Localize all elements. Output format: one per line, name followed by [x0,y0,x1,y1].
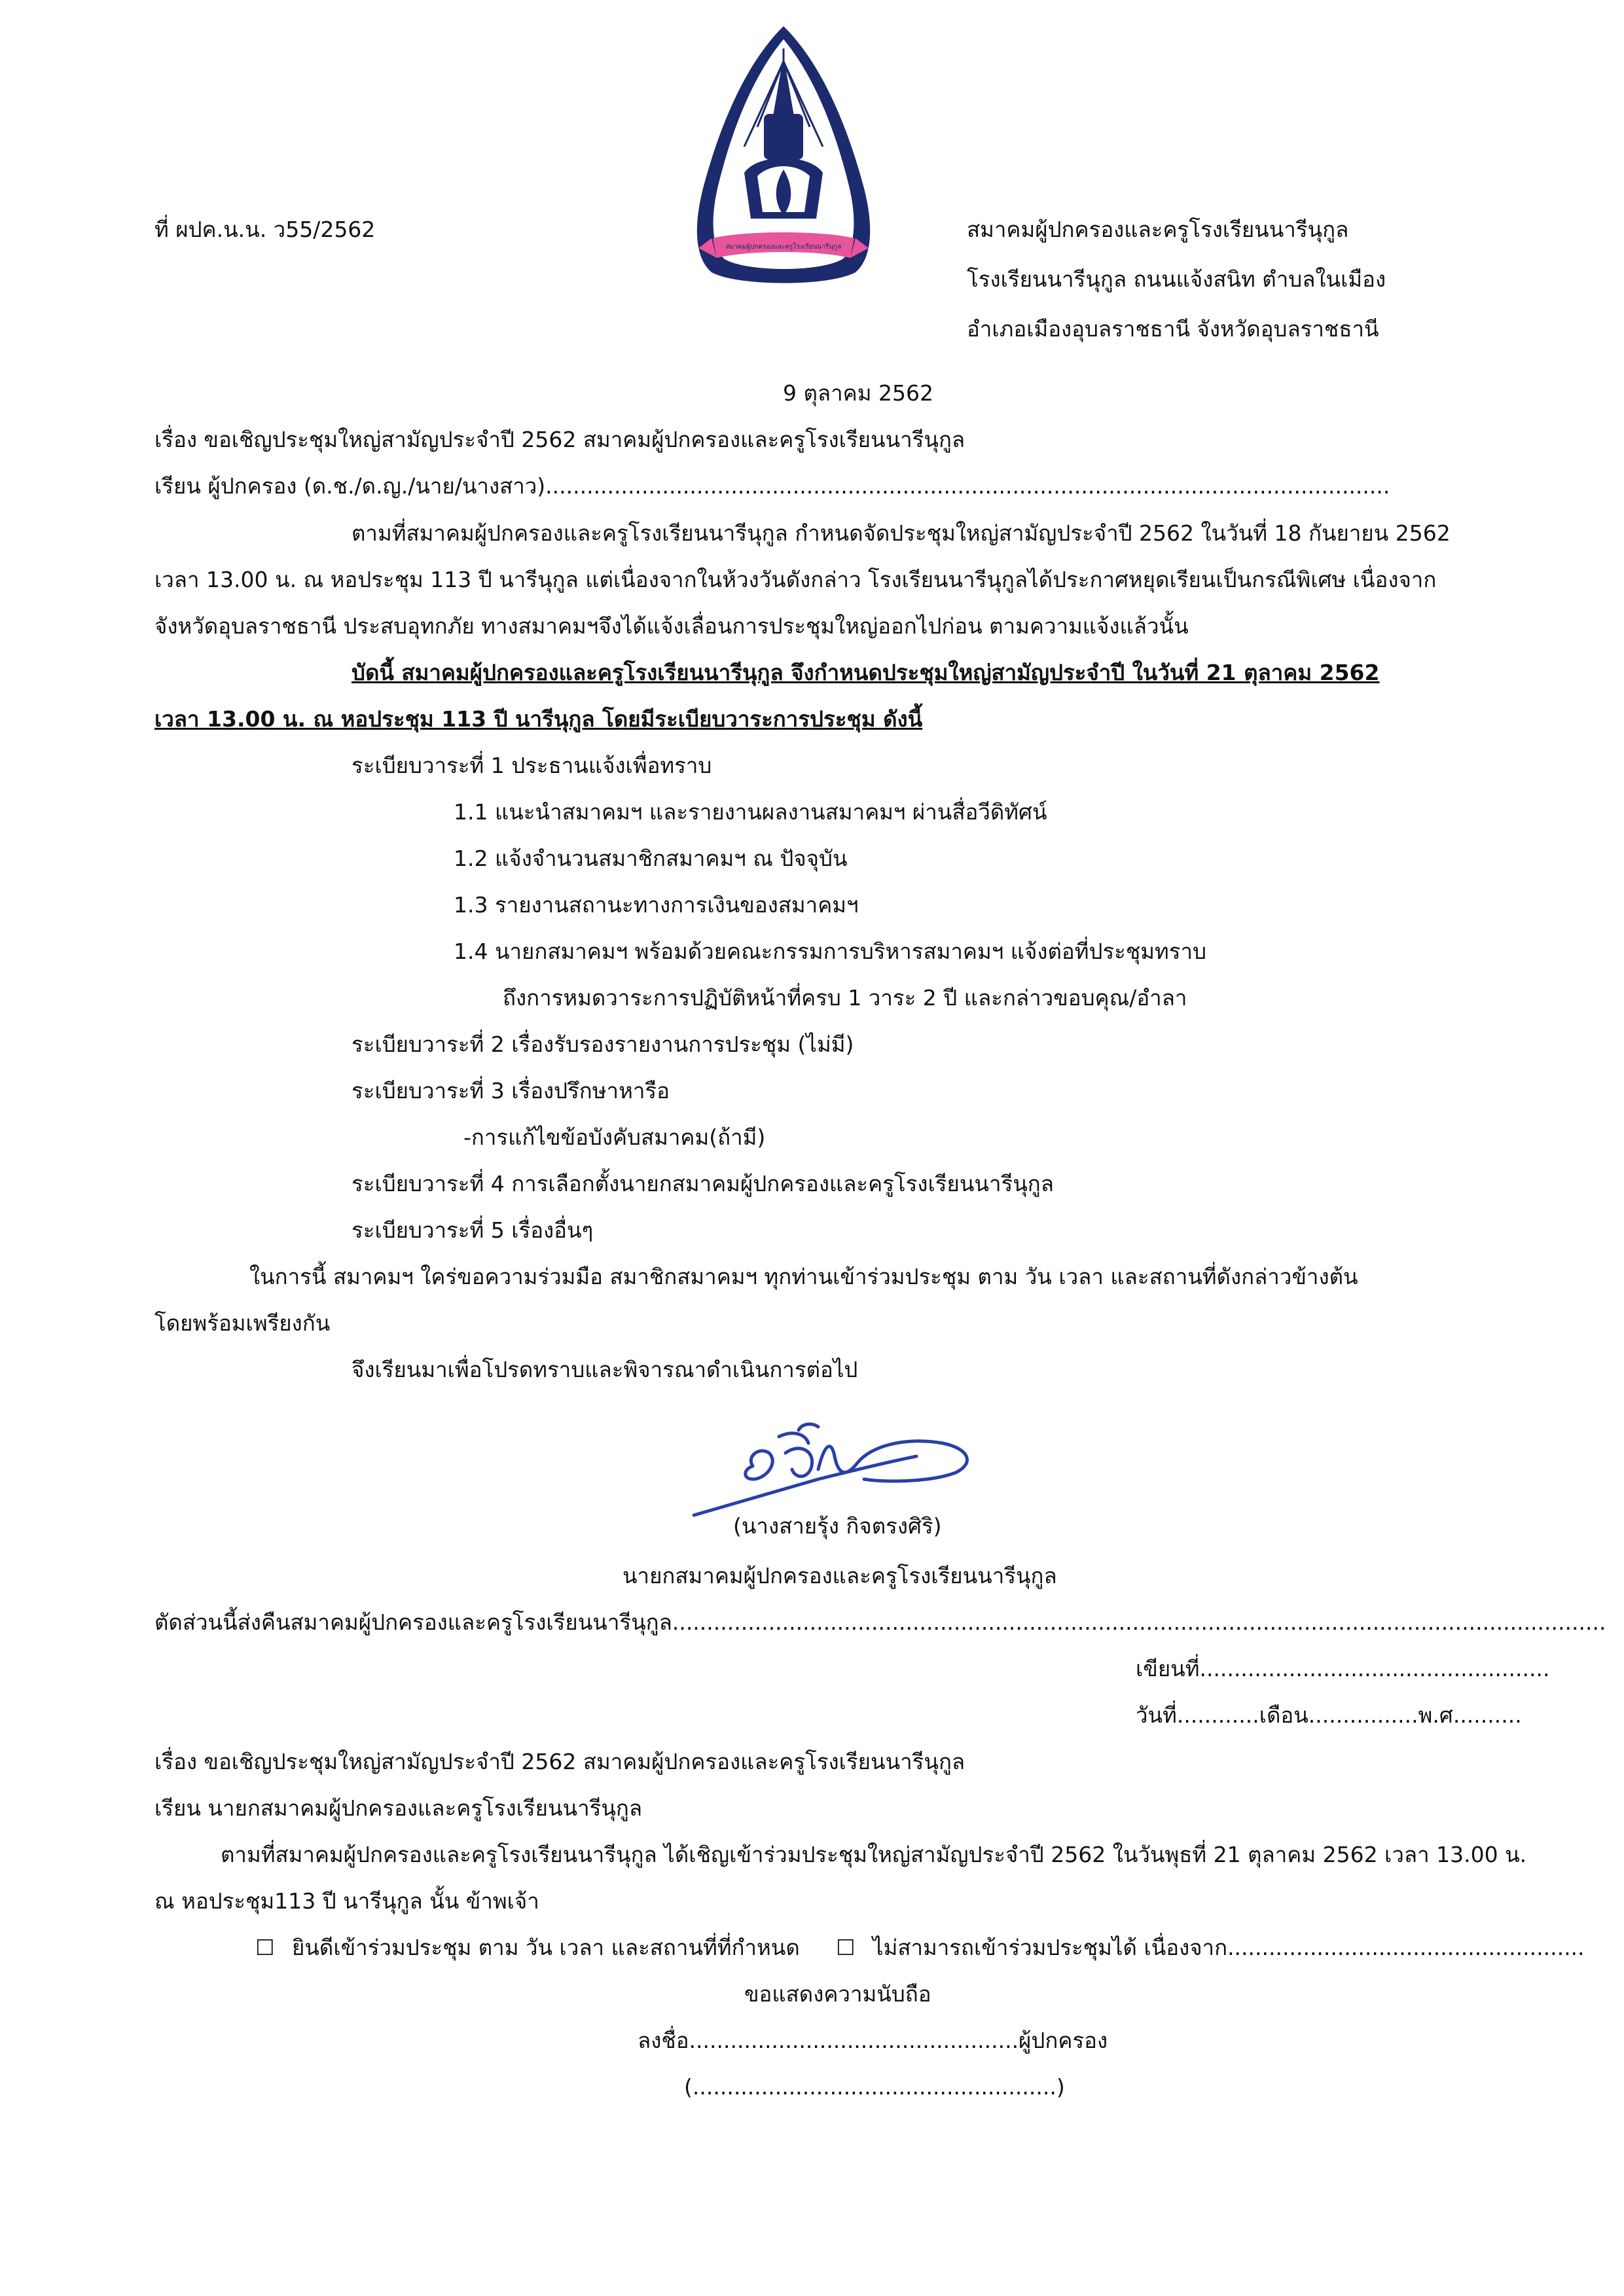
body-paragraph-1-line-2: เวลา 13.00 น. ณ หอประชุม 113 ปี นารีนุกูล แต่เนื่องจากในห้วงวันดังกล่าว โรงเรียนนารีนุกูลได้ประกาศหยุดเรียนเป็นกรณีพิเศษ เนื่องจาก [154,567,1437,592]
agenda-item-1-4-continued: ถึงการหมดวาระการปฏิบัติหน้าที่ครบ 1 วาระ 2 ปี และกล่าวขอบคุณ/อำลา [503,985,1187,1011]
reply-written-at[interactable]: เขียนที่................................................... [1136,1656,1550,1681]
agenda-item-2: ระเบียบวาระที่ 2 เรื่องรับรองรายงานการประชุม (ไม่มี) [352,1031,854,1057]
reply-name-line[interactable]: (.....................................................) [684,2074,1065,2100]
agenda-item-1-4: 1.4 นายกสมาคมฯ พร้อมด้วยคณะกรรมการบริหารสมาคมฯ แจ้งต่อที่ประชุมทราบ [454,939,1207,964]
agenda-item-1: ระเบียบวาระที่ 1 ประธานแจ้งเพื่อทราบ [352,753,712,778]
agenda-item-1-3: 1.3 รายงานสถานะทางการเงินของสมาคมฯ [454,892,859,918]
agenda-item-3: ระเบียบวาระที่ 3 เรื่องปรึกษาหารือ [352,1078,670,1103]
agenda-item-4: ระเบียบวาระที่ 4 การเลือกตั้งนายกสมาคมผู้ปกครองและครูโรงเรียนนารีนุกูล [352,1171,1054,1196]
option-attend-label: ยินดีเข้าร่วมประชุม ตาม วัน เวลา และสถานที่ที่กำหนด [292,1935,800,1960]
letter-salutation: เรียน ผู้ปกครอง (ด.ช./ด.ญ./นาย/นางสาว)........................................................................................................................... [154,473,1390,499]
reply-body-line-1: ตามที่สมาคมผู้ปกครองและครูโรงเรียนนารีนุกูล ได้เชิญเข้าร่วมประชุมใหญ่สามัญประจำปี 2562 ในวันพุธที่ 21 ตุลาคม 2562 เวลา 13.00 น. [221,1842,1527,1867]
sender-address-line-2: อำเภอเมืองอุบลราชธานี จังหวัดอุบลราชธานี [967,316,1379,342]
body-paragraph-1-line-3: จังหวัดอุบลราชธานี ประสบอุทกภัย ทางสมาคมฯจึงได้แจ้งเลื่อนการประชุมใหญ่ออกไปก่อน ตามความแจ้งแล้วนั้น [154,613,1189,639]
logo-ribbon-text: สมาคมผู้ปกครองและครูโรงเรียนนารีนุกูล [725,243,842,251]
checkbox-attend[interactable]: ☐ [255,1935,275,1960]
agenda-item-1-1: 1.1 แนะนำสมาคมฯ และรายงานผลงานสมาคมฯ ผ่านสื่อวีดิทัศน์ [454,799,1047,825]
sender-organization: สมาคมผู้ปกครองและครูโรงเรียนนารีนุกูล [967,217,1349,242]
reply-cut-line: ตัดส่วนนี้ส่งคืนสมาคมผู้ปกครองและครูโรงเรียนนารีนุกูล........................................................................................................................................ [154,1609,1606,1635]
reply-salutation: เรียน นายกสมาคมผู้ปกครองและครูโรงเรียนนารีนุกูล [154,1795,643,1821]
school-association-logo [685,22,882,289]
sender-address-line-1: โรงเรียนนารีนุกูล ถนนแจ้งสนิท ตำบลในเมือง [967,266,1386,292]
body-paragraph-3-line-2: โดยพร้อมเพรียงกัน [154,1310,331,1336]
reply-body-line-2: ณ หอประชุม113 ปี นารีนุกูล นั้น ข้าพเจ้า [154,1888,539,1914]
reply-respect: ขอแสดงความนับถือ [744,1981,931,2007]
checkbox-decline[interactable]: ☐ [836,1935,856,1960]
reference-number: ที่ ผปค.น.น. ว55/2562 [154,217,376,242]
option-decline-label: ไม่สามารถเข้าร่วมประชุมได้ เนื่องจาก.................................................... [873,1935,1585,1960]
body-paragraph-3-line-1: ในการนี้ สมาคมฯ ใคร่ขอความร่วมมือ สมาชิกสมาคมฯ ทุกท่านเข้าร่วมประชุม ตาม วัน เวลา และสถานที่ดังกล่าวข้างต้น [249,1264,1358,1289]
closing-sentence: จึงเรียนมาเพื่อโปรดทราบและพิจารณาดำเนินการต่อไป [352,1357,858,1382]
letter-subject: เรื่อง ขอเชิญประชุมใหญ่สามัญประจำปี 2562 สมาคมผู้ปกครองและครูโรงเรียนนารีนุกูล [154,427,965,452]
agenda-item-1-2: 1.2 แจ้งจำนวนสมาชิกสมาคมฯ ณ ปัจจุบัน [454,846,848,871]
reply-date-line[interactable]: วันที่............เดือน................พ.ศ.......... [1136,1702,1522,1728]
reply-subject: เรื่อง ขอเชิญประชุมใหญ่สามัญประจำปี 2562 สมาคมผู้ปกครองและครูโรงเรียนนารีนุกูล [154,1749,965,1774]
reply-sign-line[interactable]: ลงชื่อ................................................ผู้ปกครอง [638,2028,1108,2053]
agenda-item-5: ระเบียบวาระที่ 5 เรื่องอื่นๆ [352,1217,594,1243]
body-paragraph-2-line-2: เวลา 13.00 น. ณ หอประชุม 113 ปี นารีนุกูล โดยมีระเบียบวาระการประชุม ดังนี้ [154,706,923,732]
agenda-item-3-1: -การแก้ไขข้อบังคับสมาคม(ถ้ามี) [463,1124,766,1150]
body-paragraph-2-line-1: บัดนี้ สมาคมผู้ปกครองและครูโรงเรียนนารีนุกูล จึงกำหนดประชุมใหญ่สามัญประจำปี ในวันที่ 21 ตุลาคม 2562 [352,660,1380,685]
signer-title: นายกสมาคมผู้ปกครองและครูโรงเรียนนารีนุกูล [623,1563,1057,1588]
signer-name: (นางสายรุ้ง กิจตรงศิริ) [733,1513,942,1539]
letter-date: 9 ตุลาคม 2562 [783,380,933,406]
body-paragraph-1-line-1: ตามที่สมาคมผู้ปกครองและครูโรงเรียนนารีนุกูล กำหนดจัดประชุมใหญ่สามัญประจำปี 2562 ในวันที่ 18 กันยายน 2562 [352,520,1451,546]
